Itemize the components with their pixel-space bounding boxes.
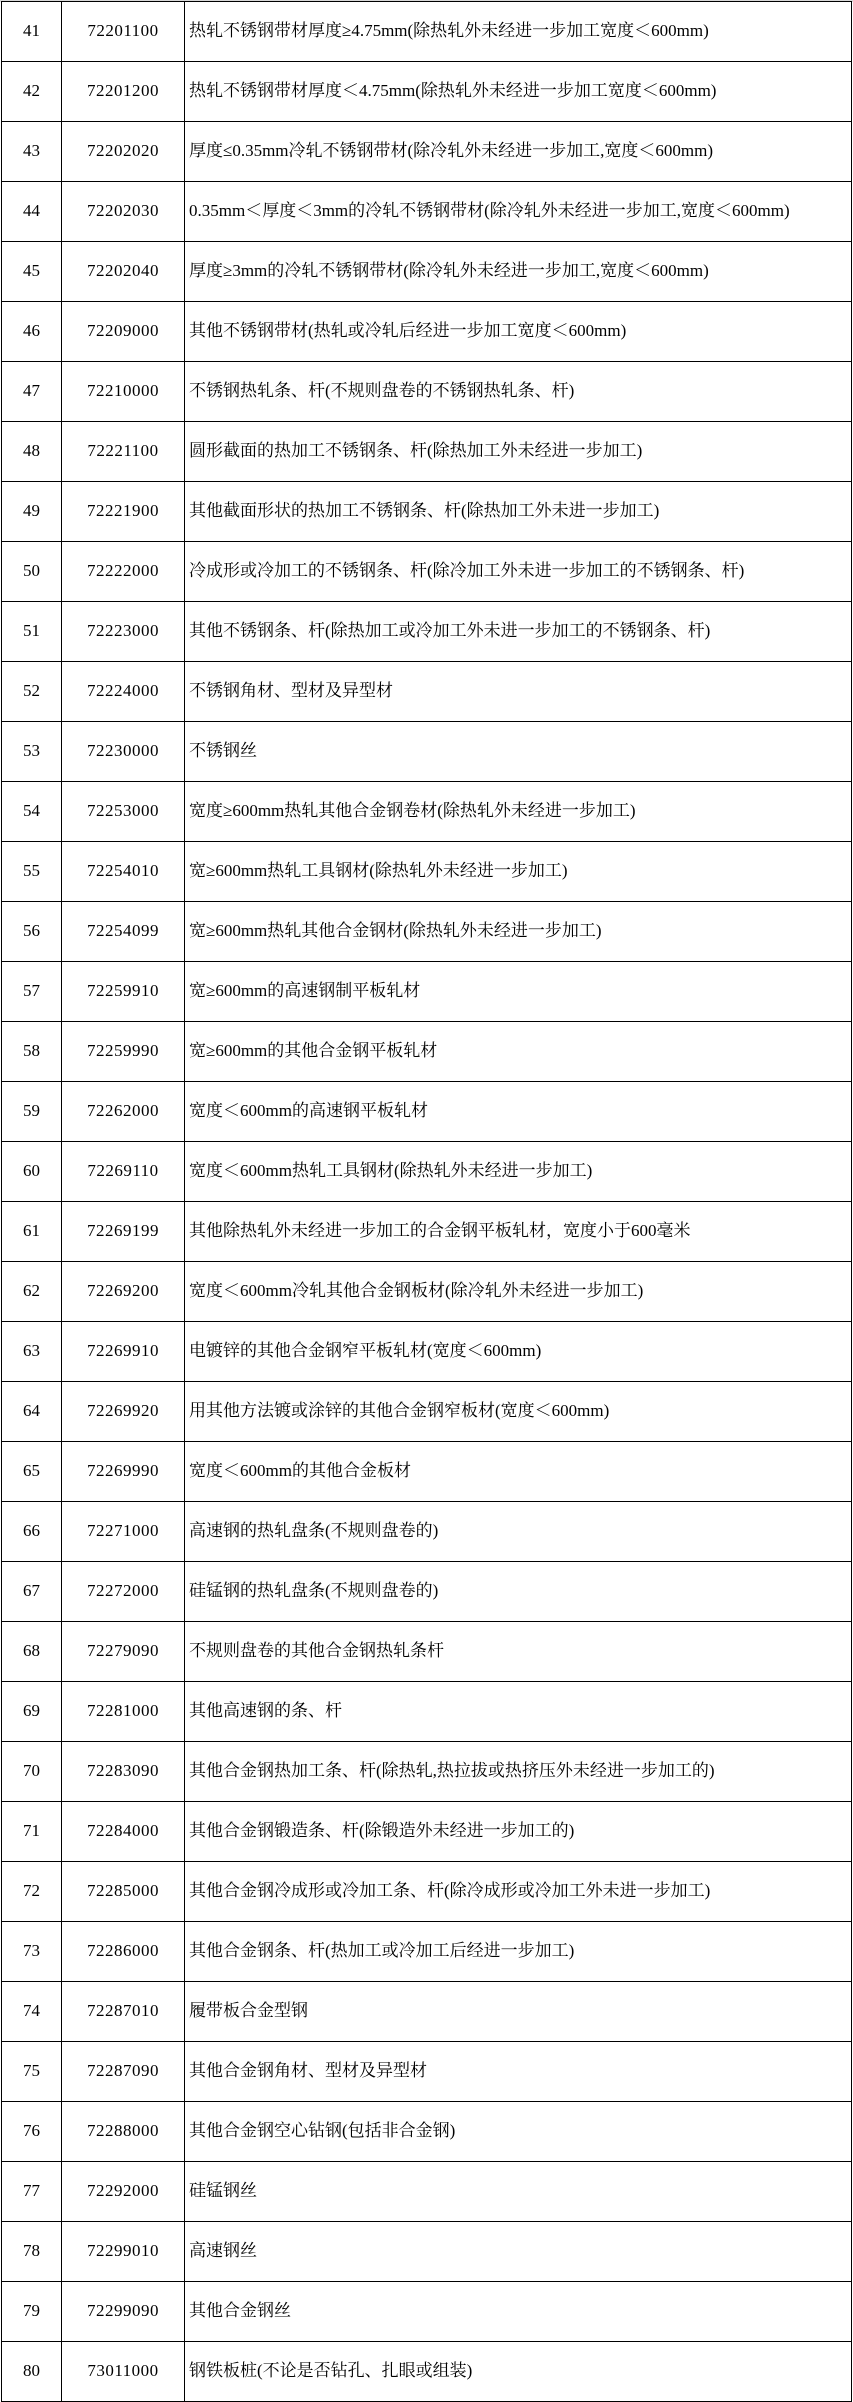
hs-code-cell: 72259910 (62, 962, 185, 1022)
row-number-cell: 52 (2, 662, 62, 722)
hs-code-cell: 72221900 (62, 482, 185, 542)
hs-code-cell: 72230000 (62, 722, 185, 782)
table-row (2, 2162, 852, 2222)
hs-code-cell: 72279090 (62, 1622, 185, 1682)
description-cell: 高速钢的热轧盘条(不规则盘卷的) (185, 1502, 852, 1562)
description-cell: 其他不锈钢带材(热轧或冷轧后经进一步加工宽度＜600mm) (185, 302, 852, 362)
description-cell: 厚度≥3mm的冷轧不锈钢带材(除冷轧外未经进一步加工,宽度＜600mm) (185, 242, 852, 302)
table-row (2, 422, 852, 482)
row-number-cell: 72 (2, 1862, 62, 1922)
table-row (2, 2042, 852, 2102)
hs-code-cell: 72286000 (62, 1922, 185, 1982)
row-number-cell: 75 (2, 2042, 62, 2102)
description-cell: 宽度≥600mm热轧其他合金钢卷材(除热轧外未经进一步加工) (185, 782, 852, 842)
row-number-cell: 50 (2, 542, 62, 602)
row-number-cell: 54 (2, 782, 62, 842)
description-cell: 高速钢丝 (185, 2222, 852, 2282)
hs-code-cell: 72210000 (62, 362, 185, 422)
table-row (2, 1862, 852, 1922)
row-number-cell: 66 (2, 1502, 62, 1562)
description-cell: 其他合金钢丝 (185, 2282, 852, 2342)
table-row (2, 962, 852, 1022)
row-number-cell: 61 (2, 1202, 62, 1262)
hs-code-cell: 72269110 (62, 1142, 185, 1202)
table-row (2, 662, 852, 722)
table-row (2, 1562, 852, 1622)
description-cell: 其他合金钢冷成形或冷加工条、杆(除冷成形或冷加工外未进一步加工) (185, 1862, 852, 1922)
table-row (2, 782, 852, 842)
hs-code-cell: 72269920 (62, 1382, 185, 1442)
row-number-cell: 78 (2, 2222, 62, 2282)
row-number-cell: 48 (2, 422, 62, 482)
table-row (2, 62, 852, 122)
description-cell: 宽度＜600mm的高速钢平板轧材 (185, 1082, 852, 1142)
table-row (2, 1382, 852, 1442)
hs-code-cell: 72202020 (62, 122, 185, 182)
table-row (2, 1682, 852, 1742)
hs-code-cell: 72259990 (62, 1022, 185, 1082)
hs-code-cell: 72284000 (62, 1802, 185, 1862)
table-row (2, 2102, 852, 2162)
hs-code-cell: 72221100 (62, 422, 185, 482)
description-cell: 其他合金钢角材、型材及异型材 (185, 2042, 852, 2102)
row-number-cell: 65 (2, 1442, 62, 1502)
hs-code-cell: 72262000 (62, 1082, 185, 1142)
row-number-cell: 63 (2, 1322, 62, 1382)
row-number-cell: 57 (2, 962, 62, 1022)
hs-code-cell: 72299010 (62, 2222, 185, 2282)
table-row (2, 242, 852, 302)
description-cell: 厚度≤0.35mm冷轧不锈钢带材(除冷轧外未经进一步加工,宽度＜600mm) (185, 122, 852, 182)
description-cell: 电镀锌的其他合金钢窄平板轧材(宽度＜600mm) (185, 1322, 852, 1382)
description-cell: 其他合金钢空心钻钢(包括非合金钢) (185, 2102, 852, 2162)
row-number-cell: 41 (2, 2, 62, 62)
hs-code-cell: 72287090 (62, 2042, 185, 2102)
description-cell: 其他除热轧外未经进一步加工的合金钢平板轧材，宽度小于600毫米 (185, 1202, 852, 1262)
description-cell: 其他合金钢锻造条、杆(除锻造外未经进一步加工的) (185, 1802, 852, 1862)
row-number-cell: 64 (2, 1382, 62, 1442)
table-row (2, 1622, 852, 1682)
row-number-cell: 49 (2, 482, 62, 542)
description-cell: 其他截面形状的热加工不锈钢条、杆(除热加工外未进一步加工) (185, 482, 852, 542)
description-cell: 冷成形或冷加工的不锈钢条、杆(除冷加工外未进一步加工的不锈钢条、杆) (185, 542, 852, 602)
row-number-cell: 74 (2, 1982, 62, 2042)
hs-code-cell: 72209000 (62, 302, 185, 362)
hs-code-cell: 72269990 (62, 1442, 185, 1502)
row-number-cell: 59 (2, 1082, 62, 1142)
row-number-cell: 79 (2, 2282, 62, 2342)
table-row (2, 122, 852, 182)
description-cell: 不规则盘卷的其他合金钢热轧条杆 (185, 1622, 852, 1682)
row-number-cell: 45 (2, 242, 62, 302)
table-row (2, 1022, 852, 1082)
description-cell: 硅锰钢的热轧盘条(不规则盘卷的) (185, 1562, 852, 1622)
row-number-cell: 68 (2, 1622, 62, 1682)
row-number-cell: 71 (2, 1802, 62, 1862)
description-cell: 圆形截面的热加工不锈钢条、杆(除热加工外未经进一步加工) (185, 422, 852, 482)
table-row (2, 1202, 852, 1262)
row-number-cell: 73 (2, 1922, 62, 1982)
description-cell: 不锈钢角材、型材及异型材 (185, 662, 852, 722)
table-row (2, 1322, 852, 1382)
row-number-cell: 62 (2, 1262, 62, 1322)
hs-code-cell: 72271000 (62, 1502, 185, 1562)
hs-table-body (2, 2, 852, 2402)
hs-code-cell: 72202030 (62, 182, 185, 242)
hs-code-cell: 72269199 (62, 1202, 185, 1262)
description-cell: 宽度＜600mm热轧工具钢材(除热轧外未经进一步加工) (185, 1142, 852, 1202)
hs-code-cell: 72269910 (62, 1322, 185, 1382)
hs-code-cell: 72287010 (62, 1982, 185, 2042)
description-cell: 其他高速钢的条、杆 (185, 1682, 852, 1742)
table-row (2, 182, 852, 242)
description-cell: 宽度＜600mm冷轧其他合金钢板材(除冷轧外未经进一步加工) (185, 1262, 852, 1322)
description-cell: 不锈钢丝 (185, 722, 852, 782)
row-number-cell: 80 (2, 2342, 62, 2402)
hs-code-cell: 72201200 (62, 62, 185, 122)
hs-code-cell: 72253000 (62, 782, 185, 842)
table-row (2, 362, 852, 422)
table-row (2, 722, 852, 782)
row-number-cell: 44 (2, 182, 62, 242)
row-number-cell: 47 (2, 362, 62, 422)
description-cell: 宽≥600mm热轧工具钢材(除热轧外未经进一步加工) (185, 842, 852, 902)
table-row (2, 2282, 852, 2342)
row-number-cell: 76 (2, 2102, 62, 2162)
hs-code-cell: 72201100 (62, 2, 185, 62)
table-row (2, 2, 852, 62)
hs-code-table (1, 1, 852, 2402)
table-row (2, 1502, 852, 1562)
table-row (2, 1802, 852, 1862)
hs-code-cell: 72223000 (62, 602, 185, 662)
hs-code-cell: 72281000 (62, 1682, 185, 1742)
row-number-cell: 55 (2, 842, 62, 902)
row-number-cell: 70 (2, 1742, 62, 1802)
table-row (2, 1082, 852, 1142)
hs-code-cell: 72254099 (62, 902, 185, 962)
row-number-cell: 60 (2, 1142, 62, 1202)
description-cell: 其他合金钢热加工条、杆(除热轧,热拉拔或热挤压外未经进一步加工的) (185, 1742, 852, 1802)
row-number-cell: 46 (2, 302, 62, 362)
table-row (2, 842, 852, 902)
description-cell: 其他合金钢条、杆(热加工或冷加工后经进一步加工) (185, 1922, 852, 1982)
table-row (2, 1982, 852, 2042)
row-number-cell: 43 (2, 122, 62, 182)
table-row (2, 1742, 852, 1802)
table-row (2, 482, 852, 542)
row-number-cell: 51 (2, 602, 62, 662)
hs-code-cell: 72292000 (62, 2162, 185, 2222)
hs-code-cell: 72288000 (62, 2102, 185, 2162)
row-number-cell: 69 (2, 1682, 62, 1742)
description-cell: 热轧不锈钢带材厚度＜4.75mm(除热轧外未经进一步加工宽度＜600mm) (185, 62, 852, 122)
row-number-cell: 77 (2, 2162, 62, 2222)
table-row (2, 1262, 852, 1322)
table-row (2, 542, 852, 602)
description-cell: 钢铁板桩(不论是否钻孔、扎眼或组装) (185, 2342, 852, 2402)
row-number-cell: 56 (2, 902, 62, 962)
description-cell: 硅锰钢丝 (185, 2162, 852, 2222)
table-row (2, 2222, 852, 2282)
table-row (2, 2342, 852, 2402)
hs-code-cell: 72285000 (62, 1862, 185, 1922)
description-cell: 其他不锈钢条、杆(除热加工或冷加工外未进一步加工的不锈钢条、杆) (185, 602, 852, 662)
row-number-cell: 58 (2, 1022, 62, 1082)
description-cell: 宽≥600mm的高速钢制平板轧材 (185, 962, 852, 1022)
table-row (2, 1922, 852, 1982)
description-cell: 不锈钢热轧条、杆(不规则盘卷的不锈钢热轧条、杆) (185, 362, 852, 422)
hs-code-cell: 72222000 (62, 542, 185, 602)
row-number-cell: 42 (2, 62, 62, 122)
description-cell: 用其他方法镀或涂锌的其他合金钢窄板材(宽度＜600mm) (185, 1382, 852, 1442)
description-cell: 履带板合金型钢 (185, 1982, 852, 2042)
description-cell: 宽≥600mm的其他合金钢平板轧材 (185, 1022, 852, 1082)
description-cell: 宽度＜600mm的其他合金板材 (185, 1442, 852, 1502)
hs-code-cell: 72224000 (62, 662, 185, 722)
description-cell: 热轧不锈钢带材厚度≥4.75mm(除热轧外未经进一步加工宽度＜600mm) (185, 2, 852, 62)
table-row (2, 302, 852, 362)
row-number-cell: 67 (2, 1562, 62, 1622)
hs-code-cell: 72299090 (62, 2282, 185, 2342)
hs-code-cell: 73011000 (62, 2342, 185, 2402)
hs-code-cell: 72254010 (62, 842, 185, 902)
table-row (2, 902, 852, 962)
hs-code-cell: 72269200 (62, 1262, 185, 1322)
description-cell: 宽≥600mm热轧其他合金钢材(除热轧外未经进一步加工) (185, 902, 852, 962)
hs-code-cell: 72272000 (62, 1562, 185, 1622)
table-row (2, 1442, 852, 1502)
hs-code-cell: 72283090 (62, 1742, 185, 1802)
table-row (2, 1142, 852, 1202)
description-cell: 0.35mm＜厚度＜3mm的冷轧不锈钢带材(除冷轧外未经进一步加工,宽度＜600mm) (185, 182, 852, 242)
row-number-cell: 53 (2, 722, 62, 782)
table-row (2, 602, 852, 662)
hs-code-cell: 72202040 (62, 242, 185, 302)
